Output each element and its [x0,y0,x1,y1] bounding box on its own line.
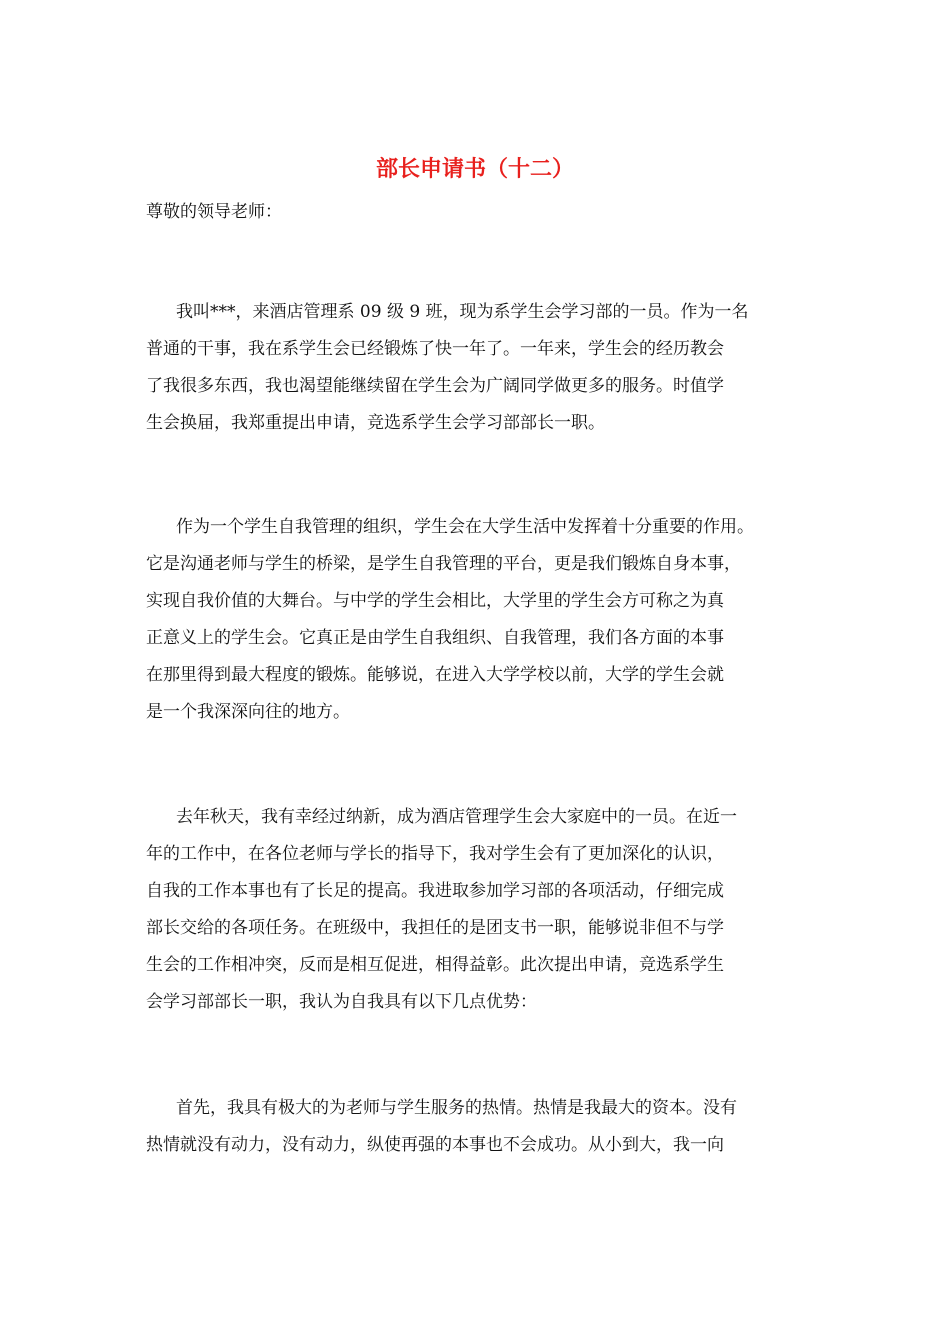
paragraph-line: 了我很多东西，我也渴望能继续留在学生会为广阔同学做更多的服务。时值学 [146,376,724,396]
paragraph-line: 在那里得到最大程度的锻炼。能够说，在进入大学学校以前，大学的学生会就 [146,665,724,685]
paragraph-line: 热情就没有动力，没有动力，纵使再强的本事也不会成功。从小到大，我一向 [146,1135,724,1155]
paragraph-line: 去年秋天，我有幸经过纳新，成为酒店管理学生会大家庭中的一员。在近一 [176,807,737,827]
paragraph-line: 普通的干事，我在系学生会已经锻炼了快一年了。一年来，学生会的经历教会 [146,339,724,359]
paragraph-line: 生会的工作相冲突，反而是相互促进，相得益彰。此次提出申请，竞选系学生 [146,955,724,975]
paragraph-line: 生会换届，我郑重提出申请，竞选系学生会学习部部长一职。 [146,413,605,433]
paragraph-line: 它是沟通老师与学生的桥梁，是学生自我管理的平台，更是我们锻炼自身本事， [146,554,741,574]
paragraph-line: 作为一个学生自我管理的组织，学生会在大学生活中发挥着十分重要的作用。 [176,517,754,537]
paragraph-line: 正意义上的学生会。它真正是由学生自我组织、自我管理，我们各方面的本事 [146,628,724,648]
paragraph-line: 实现自我价值的大舞台。与中学的学生会相比，大学里的学生会方可称之为真 [146,591,724,611]
paragraph-line: 我叫***，来酒店管理系 09 级 9 班，现为系学生会学习部的一员。作为一名 [176,302,749,322]
paragraph-line: 会学习部部长一职，我认为自我具有以下几点优势： [146,992,537,1012]
paragraph-line: 部长交给的各项任务。在班级中，我担任的是团支书一职，能够说非但不与学 [146,918,724,938]
paragraph-line: 年的工作中，在各位老师与学长的指导下，我对学生会有了更加深化的认识， [146,844,724,864]
paragraph-4 [146,1090,826,1164]
document-title: 部长申请书（十二） [375,156,574,182]
paragraph-1 [146,294,826,442]
paragraph-3 [146,799,826,1021]
paragraph-line: 自我的工作本事也有了长足的提高。我进取参加学习部的各项活动，仔细完成 [146,881,724,901]
paragraph-line: 首先，我具有极大的为老师与学生服务的热情。热情是我最大的资本。没有 [176,1098,737,1118]
paragraph-line: 是一个我深深向往的地方。 [146,702,350,722]
salutation: 尊敬的领导老师： [146,202,282,222]
paragraph-2 [146,509,826,731]
